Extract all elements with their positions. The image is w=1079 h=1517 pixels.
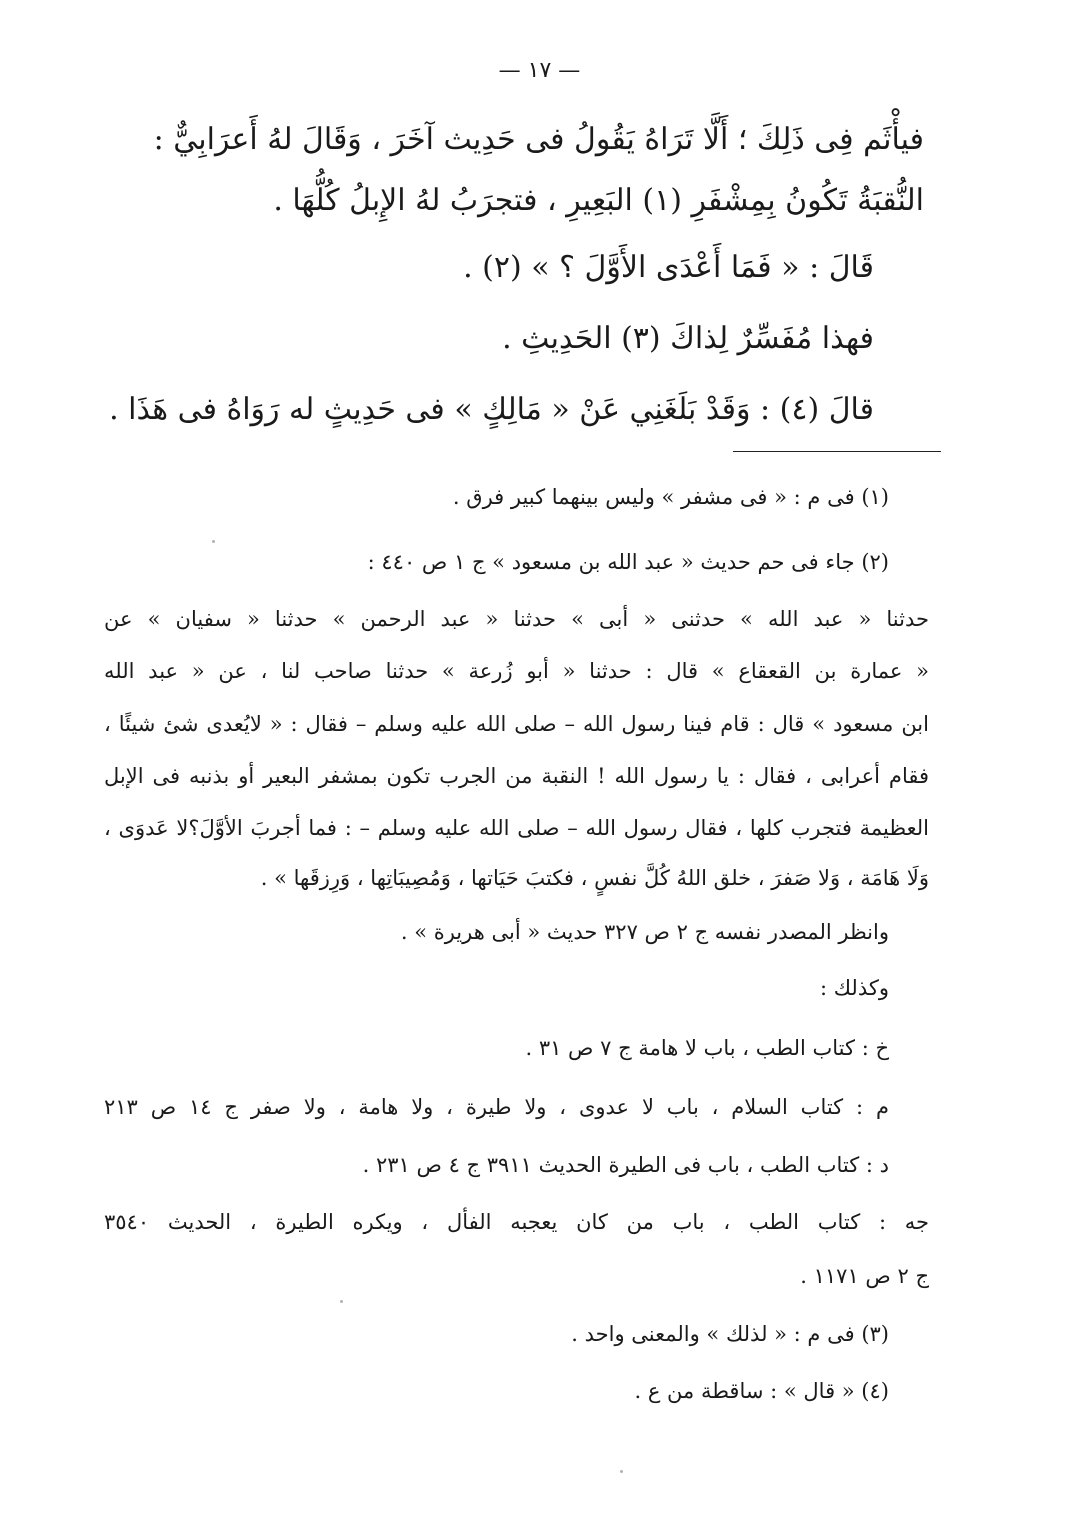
footnote-2-ref-jh-cont: ج ٢ ص ١١٧١ . (800, 1264, 929, 1288)
footnote-2-line-5: العظيمة فتجرب كلها ، فقال رسول الله – صلى الله عليه وسلم – : فما أجربَ الأوَّلَ؟لا عَدوَى ، (104, 816, 929, 840)
body-line-1: فيأْثَم فِى ذَلِكَ ؛ أَلَّا تَرَاهُ يَقُولُ فى حَدِيث آخَرَ ، وَقَالَ لهُ أَعرَابِيٌّ : (153, 122, 924, 157)
page-number: — ١٧ — (498, 58, 581, 83)
footnote-2-line-1: حدثنا « عبد الله » حدثنى « أبى » حدثنا « عبد الرحمن » حدثنا « سفيان » عن (104, 607, 929, 631)
footnote-2-line-6: وَلَا هَامَة ، وَلا صَفرَ ، خلق اللهُ كُلَّ نفسٍ ، فكتبَ حَيَاتها ، وَمُصِيبَاتِها ، وَرِزقَها » . (260, 866, 929, 890)
footnote-2-see-also: وانظر المصدر نفسه ج ٢ ص ٣٢٧ حديث « أبى هريرة » . (400, 920, 889, 944)
footnote-2: (٢) جاء فى حم حديث « عبد الله بن مسعود » ج ١ ص ٤٤٠ : (367, 550, 889, 574)
footnote-2-ref-kh: خ : كتاب الطب ، باب لا هامة ج ٧ ص ٣١ . (525, 1036, 889, 1060)
footnote-2-line-3: ابن مسعود » قال : قام فينا رسول الله – صلى الله عليه وسلم – فقال : « لايُعدى شئ شيئًا ، (104, 712, 929, 736)
footnote-1: (١) فى م : « فى مشفر » وليس بينهما كبير فرق . (452, 485, 889, 509)
footnote-2-line-4: فقام أعرابى ، فقال : يا رسول الله ! النقبة من الجرب تكون بمشفر البعير أو بذنبه فى الإبل (104, 764, 929, 788)
footnote-2-ref-jh: جه : كتاب الطب ، باب من كان يعجبه الفأل ، ويكره الطيرة ، الحديث ٣٥٤٠ (104, 1210, 929, 1234)
body-line-5: قالَ (٤) : وَقَدْ بَلَغَنِي عَنْ « مَالِكٍ » فى حَدِيثٍ له رَوَاهُ فى هَذَا . (109, 392, 874, 427)
footnote-separator (733, 451, 941, 452)
body-line-4: فهذا مُفَسِّرٌ لِذاكَ (٣) الحَدِيثِ . (502, 321, 874, 356)
footnote-2-ref-m: م : كتاب السلام ، باب لا عدوى ، ولا طيرة ، ولا هامة ، ولا صفر ج ١٤ ص ٢١٣ (104, 1095, 889, 1119)
footnote-3: (٣) فى م : « لذلك » والمعنى واحد . (571, 1322, 889, 1346)
footnote-4: (٤) « قال » : ساقطة من ع . (634, 1379, 889, 1403)
footnote-2-ref-d: د : كتاب الطب ، باب فى الطيرة الحديث ٣٩١١ ج ٤ ص ٢٣١ . (362, 1153, 889, 1177)
scan-speck (340, 1300, 343, 1303)
scan-speck (212, 540, 215, 543)
footnote-2-line-2: « عمارة بن القعقاع » قال : حدثنا « أبو زُرعة » حدثنا صاحب لنا ، عن « عبد الله (104, 659, 929, 683)
scan-speck (620, 1470, 623, 1473)
footnote-2-likewise: وكذلك : (819, 976, 889, 1000)
body-line-3: قَالَ : « فَمَا أَعْدَى الأَوَّلَ ؟ » (٢) . (463, 250, 874, 285)
body-line-2: النُّقبَةُ تَكُونُ بِمِشْفَرِ (١) البَعِيرِ ، فتجرَبُ لهُ الإِبلُ كُلُّهَا . (273, 183, 924, 218)
